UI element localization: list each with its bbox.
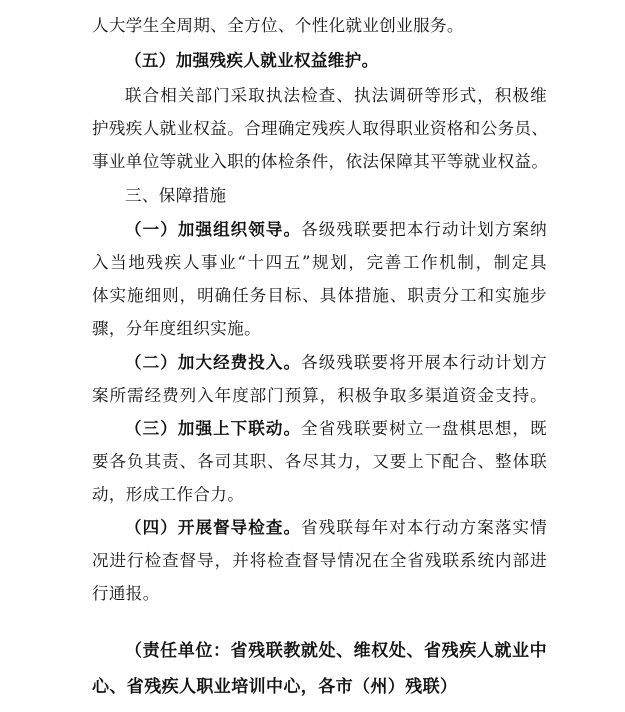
paragraph-line: 案所需经费列入年度部门预算，积极争取多渠道资金支持。 xyxy=(92,386,547,405)
responsibility-line: （责任单位：省残联教就处、维权处、省残疾人就业中 xyxy=(125,641,547,661)
item-heading: （四）开展督导检查。 xyxy=(125,518,302,537)
paragraph-line: 事业单位等就业入职的体检条件，依法保障其平等就业权益。 xyxy=(92,152,549,171)
paragraph-line: 要各负其责、各司其职、各尽其力，又要上下配合、整体联 xyxy=(92,452,547,471)
paragraph-line: 行通报。 xyxy=(92,584,160,603)
paragraph-line: 联合相关部门采取执法检查、执法调研等形式，积极维 xyxy=(125,86,547,105)
paragraph-first-line xyxy=(125,518,547,538)
paragraph-line: 骤，分年度组织实施。 xyxy=(92,319,261,338)
paragraph-line: 动，形成工作合力。 xyxy=(92,485,245,504)
item-text: 省残联每年对本行动方案落实情 xyxy=(301,518,548,537)
responsibility-line: 心、省残疾人职业培训中心，各市（州）残联） xyxy=(92,677,458,697)
item-text: 全省残联要树立一盘棋思想，既 xyxy=(301,419,548,438)
item-heading: （一）加强组织领导。 xyxy=(125,220,302,239)
section-heading: （五）加强残疾人就业权益维护。 xyxy=(125,51,379,70)
paragraph-line: 人大学生全周期、全方位、个性化就业创业服务。 xyxy=(92,16,464,35)
item-text: 各级残联要把本行动计划方案纳 xyxy=(301,220,548,239)
item-text: 各级残联要将开展本行动计划方 xyxy=(301,353,548,372)
paragraph-first-line xyxy=(125,419,547,439)
paragraph-first-line xyxy=(125,220,547,240)
item-heading: （二）加大经费投入。 xyxy=(125,353,302,372)
item-heading: （三）加强上下联动。 xyxy=(125,419,302,438)
paragraph-line: 护残疾人就业权益。合理确定残疾人取得职业资格和公务员、 xyxy=(92,119,549,138)
paragraph-line: 体实施细则，明确任务目标、具体措施、职责分工和实施步 xyxy=(92,286,547,305)
paragraph-line: 入当地残疾人事业“十四五”规划，完善工作机制，制定具 xyxy=(92,253,547,272)
paragraph-line: 况进行检查督导，并将检查督导情况在全省残联系统内部进 xyxy=(92,551,547,570)
chapter-title: 三、保障措施 xyxy=(125,186,227,205)
paragraph-first-line xyxy=(125,353,547,373)
